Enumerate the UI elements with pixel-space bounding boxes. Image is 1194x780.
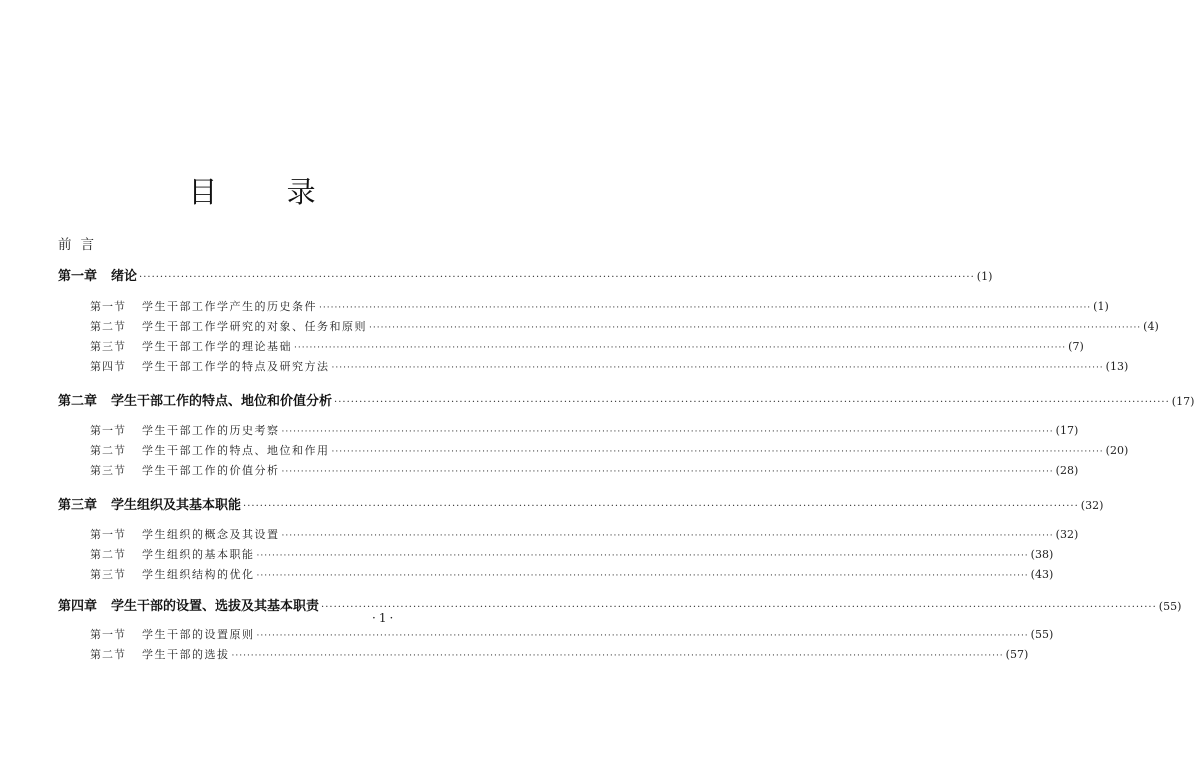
page-number: (7) xyxy=(1068,340,1084,353)
page-number: (38) xyxy=(1030,548,1054,561)
section-title: 学生干部工作学产生的历史条件 xyxy=(142,300,317,313)
page-number: (28) xyxy=(1055,464,1079,477)
section-2-2-entry xyxy=(90,442,1129,458)
section-1-4-entry xyxy=(90,358,1129,374)
section-1-3-entry xyxy=(90,338,1084,354)
page-number: (17) xyxy=(1171,395,1194,408)
page-number: (13) xyxy=(1105,360,1129,373)
section-title: 学生组织结构的优化 xyxy=(142,568,255,581)
page-number: (17) xyxy=(1055,424,1079,437)
leader-dots: ········································································································································································································ xyxy=(331,363,1104,373)
chapter-label: 第一章 xyxy=(58,269,98,284)
page-number: (20) xyxy=(1105,444,1129,457)
leader-dots: ········································································································································································································ xyxy=(334,397,1170,408)
section-2-1-entry xyxy=(90,422,1079,438)
chapter-label: 第三章 xyxy=(58,498,98,513)
chapter-title: 学生组织及其基本职能 xyxy=(111,498,242,513)
section-4-2-entry xyxy=(90,646,1029,662)
leader-dots: ········································································································································································································ xyxy=(321,602,1157,613)
section-title: 学生干部的选拔 xyxy=(142,648,230,661)
section-label: 第三节 xyxy=(90,340,126,353)
page-number: (32) xyxy=(1080,499,1104,512)
page-number: (55) xyxy=(1030,628,1054,641)
leader-dots: ········································································································································································································ xyxy=(256,631,1029,641)
section-label: 第三节 xyxy=(90,568,126,581)
page-number: (32) xyxy=(1055,528,1079,541)
page-number: (55) xyxy=(1158,600,1182,613)
section-label: 第二节 xyxy=(90,548,126,561)
leader-dots: ········································································································································································································ xyxy=(139,272,975,283)
chapter-3-entry xyxy=(58,494,1104,513)
chapter-2-entry xyxy=(58,390,1194,409)
leader-dots: ········································································································································································································ xyxy=(281,467,1054,477)
preface-entry: 前言 xyxy=(58,237,103,253)
section-label: 第一节 xyxy=(90,424,126,437)
section-2-3-entry xyxy=(90,462,1079,478)
page-title: 目 录 xyxy=(188,175,346,209)
section-label: 第二节 xyxy=(90,648,126,661)
leader-dots: ········································································································································································································ xyxy=(369,323,1142,333)
section-title: 学生干部工作学的理论基础 xyxy=(142,340,292,353)
leader-dots: ········································································································································································································ xyxy=(294,343,1067,353)
page-number: (1) xyxy=(976,270,993,283)
chapter-title: 绪论 xyxy=(111,269,138,284)
page-number: (57) xyxy=(1005,648,1029,661)
section-label: 第四节 xyxy=(90,360,126,373)
chapter-title: 学生干部工作的特点、地位和价值分析 xyxy=(111,394,333,409)
chapter-1-entry xyxy=(58,265,993,284)
section-label: 第三节 xyxy=(90,464,126,477)
leader-dots: ········································································································································································································ xyxy=(231,651,1004,661)
leader-dots: ········································································································································································································ xyxy=(319,303,1092,313)
page-footer-number: ·1· xyxy=(372,611,397,625)
section-title: 学生干部工作的价值分析 xyxy=(142,464,280,477)
section-1-1-entry xyxy=(90,298,1109,314)
section-title: 学生干部工作学研究的对象、任务和原则 xyxy=(142,320,367,333)
section-title: 学生干部的设置原则 xyxy=(142,628,255,641)
section-title: 学生组织的基本职能 xyxy=(142,548,255,561)
section-4-1-entry xyxy=(90,626,1054,642)
chapter-title: 学生干部的设置、选拔及其基本职责 xyxy=(111,599,320,614)
section-3-3-entry xyxy=(90,566,1054,582)
section-label: 第一节 xyxy=(90,528,126,541)
section-title: 学生组织的概念及其设置 xyxy=(142,528,280,541)
page-number: (4) xyxy=(1143,320,1159,333)
section-label: 第二节 xyxy=(90,444,126,457)
section-title: 学生干部工作的特点、地位和作用 xyxy=(142,444,330,457)
leader-dots: ········································································································································································································ xyxy=(256,551,1029,561)
section-label: 第一节 xyxy=(90,628,126,641)
section-3-1-entry xyxy=(90,526,1079,542)
chapter-label: 第四章 xyxy=(58,599,98,614)
leader-dots: ········································································································································································································ xyxy=(256,571,1029,581)
section-label: 第二节 xyxy=(90,320,126,333)
leader-dots: ········································································································································································································ xyxy=(281,531,1054,541)
section-title: 学生干部工作学的特点及研究方法 xyxy=(142,360,330,373)
chapter-label: 第二章 xyxy=(58,394,98,409)
section-label: 第一节 xyxy=(90,300,126,313)
leader-dots: ········································································································································································································ xyxy=(243,501,1079,512)
page-number: (43) xyxy=(1030,568,1054,581)
leader-dots: ········································································································································································································ xyxy=(281,427,1054,437)
section-1-2-entry xyxy=(90,318,1159,334)
section-title: 学生干部工作的历史考察 xyxy=(142,424,280,437)
page-number: (1) xyxy=(1093,300,1109,313)
leader-dots: ········································································································································································································ xyxy=(331,447,1104,457)
section-3-2-entry xyxy=(90,546,1054,562)
